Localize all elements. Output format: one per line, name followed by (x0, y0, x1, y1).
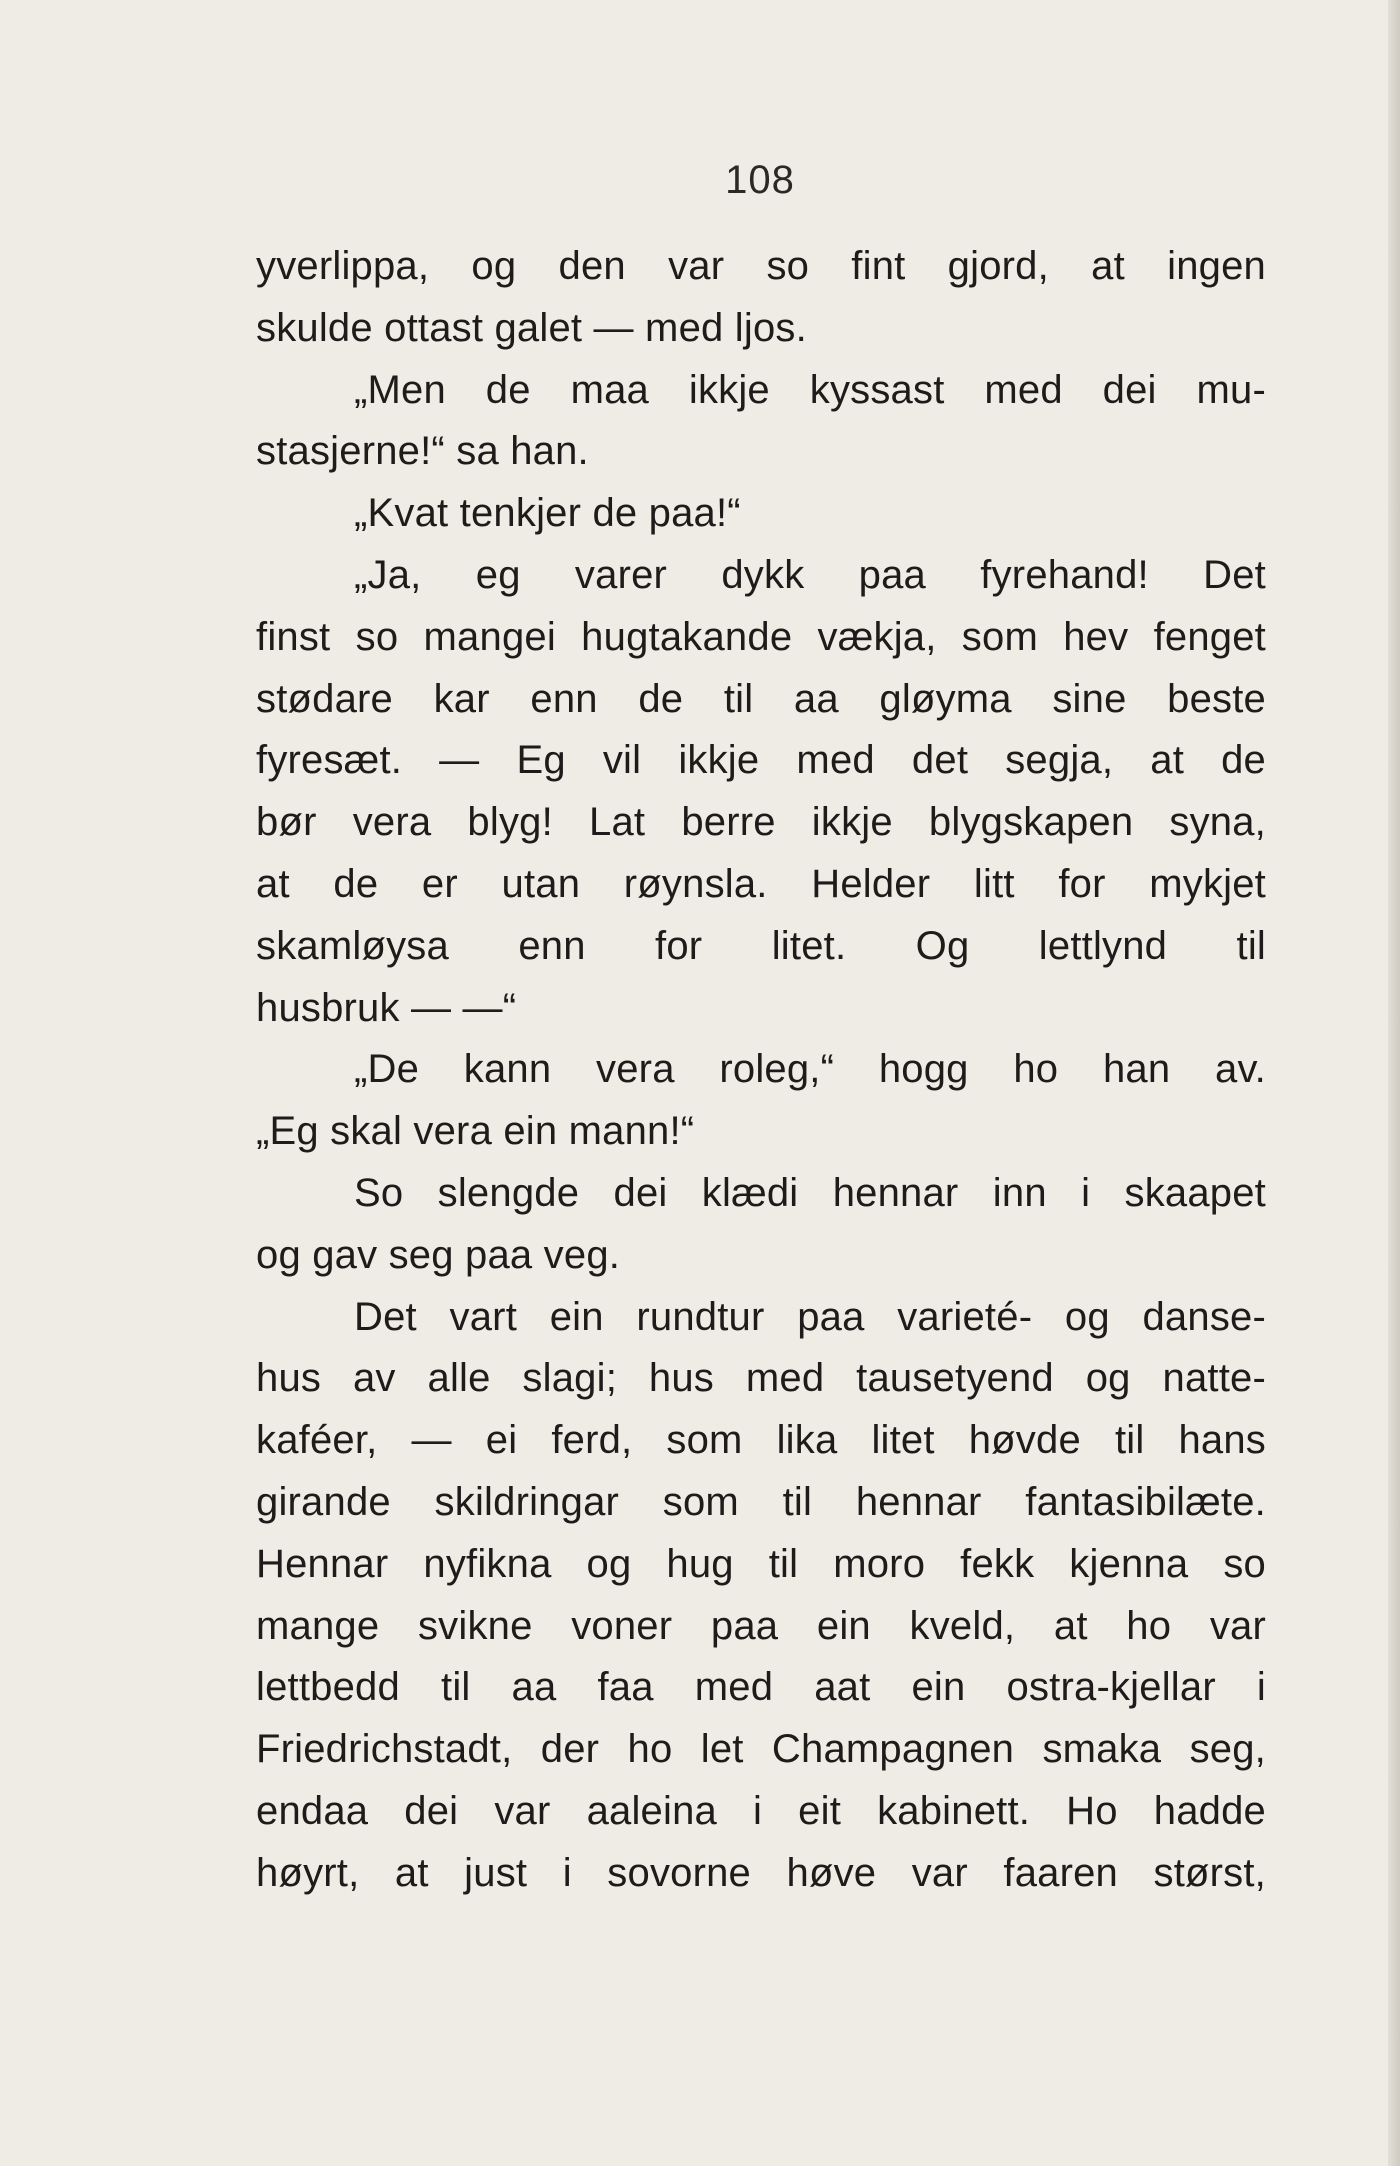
text-line: lettbedd til aa faa med aat ein ostra-kjellar i (256, 1665, 1266, 1710)
text-line: Friedrichstadt, der ho let Champagnen smaka seg, (256, 1727, 1266, 1772)
body-text (256, 236, 1266, 1905)
text-line: endaa dei var aaleina i eit kabinett. Ho hadde (256, 1788, 1266, 1833)
text-line: girande skildringar som til hennar fantasibilæte. (256, 1479, 1266, 1524)
text-line: So slengde dei klædi hennar inn i skaapet (354, 1170, 1266, 1215)
text-line: skulde ottast galet — med ljos. (256, 305, 807, 350)
page-number: 108 (725, 158, 795, 202)
text-line: „Ja, eg varer dykk paa fyrehand! Det (354, 552, 1266, 597)
text-line: husbruk — —“ (256, 985, 517, 1030)
text-line: „Men de maa ikkje kyssast med dei mu- (354, 367, 1266, 412)
text-line: at de er utan røynsla. Helder litt for mykjet (256, 861, 1266, 906)
text-line: Det vart ein rundtur paa varieté- og danse- (354, 1294, 1266, 1339)
text-line: bør vera blyg! Lat berre ikkje blygskapen syna, (256, 800, 1266, 845)
text-line: mange svikne voner paa ein kveld, at ho var (256, 1603, 1266, 1648)
text-line: „De kann vera roleg,“ hogg ho han av. (354, 1047, 1266, 1092)
text-line: stasjerne!“ sa han. (256, 429, 589, 474)
text-line: „Eg skal vera ein mann!“ (256, 1109, 695, 1154)
text-line: fyresæt. — Eg vil ikkje med det segja, at de (256, 738, 1266, 783)
text-line: skamløysa enn for litet. Og lettlynd til (256, 923, 1266, 968)
text-line: Hennar nyfikna og hug til moro fekk kjenna so (256, 1541, 1266, 1586)
text-line: høyrt, at just i sovorne høve var faaren størst, (256, 1850, 1266, 1895)
text-line: kaféer, — ei ferd, som lika litet høvde til hans (256, 1418, 1266, 1463)
text-line: stødare kar enn de til aa gløyma sine beste (256, 676, 1266, 721)
page-edge (1388, 0, 1400, 2166)
text-line: hus av alle slagi; hus med tausetyend og natte- (256, 1356, 1266, 1401)
text-line: yverlippa, og den var so fint gjord, at ingen (256, 244, 1266, 288)
text-line: finst so mangei hugtakande vækja, som hev fenget (256, 614, 1266, 659)
text-line: og gav seg paa veg. (256, 1232, 621, 1277)
text-line: „Kvat tenkjer de paa!“ (354, 491, 741, 536)
